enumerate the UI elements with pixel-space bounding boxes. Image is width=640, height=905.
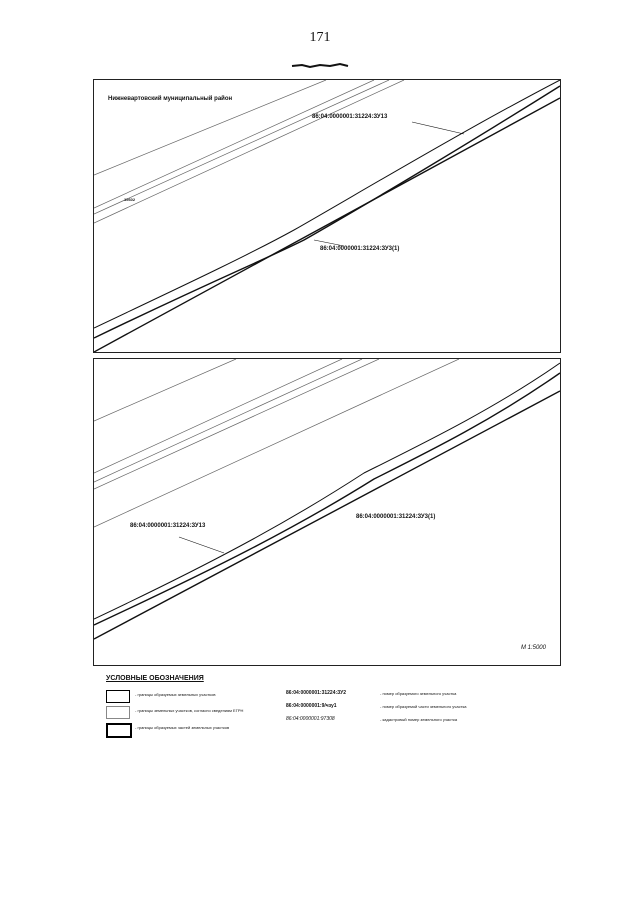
map-top-drawing <box>94 80 560 352</box>
legend-item-parcels <box>106 690 286 702</box>
map-bottom-drawing <box>94 359 560 665</box>
legend-swatch-black <box>106 690 130 703</box>
cadastral-number-label: 15602 <box>124 197 136 202</box>
map-top <box>93 79 561 353</box>
legend-swatch-gray <box>106 706 130 719</box>
legend-code-cadastral: 86:04:0000001:97308 <box>286 716 335 722</box>
district-label: Нижневартовский муниципальный район <box>108 96 233 102</box>
legend-text: - границы образуемых частей земельных участков <box>135 725 230 730</box>
scale-label: М 1:5000 <box>520 645 546 651</box>
legend-text: - границы образуемых земельных участков <box>135 692 216 697</box>
page-number: 171 <box>309 30 331 45</box>
legend-swatch-thick <box>106 723 132 738</box>
parcel-label-zu3-part: 86:04:0000001:31224:ЗУ3(1) <box>320 246 400 252</box>
legend-text: - границы земельных участков, согласно сведениям ЕГРН <box>135 708 244 713</box>
parcel-label-zu13: 86:04:0000001:31224:ЗУ13 <box>130 523 206 529</box>
legend-item-parts <box>106 723 286 735</box>
legend-desc-parcel: - номер образуемого земельного участка <box>380 691 457 696</box>
legend-desc-cadastral: - кадастровый номер земельного участка <box>380 717 458 722</box>
map-bottom <box>93 358 561 666</box>
legend-title: УСЛОВНЫЕ ОБОЗНАЧЕНИЯ <box>106 675 204 682</box>
legend-code-part: 86:04:0000001:9/чзу1 <box>286 703 337 709</box>
parcel-label-zu3-part: 86:04:0000001:31224:ЗУ3(1) <box>356 514 436 520</box>
legend-code-parcel: 86:04:0000001:31224:ЗУ2 <box>286 690 346 696</box>
parcel-label-zu13: 86:04:0000001:31224:ЗУ13 <box>312 114 388 120</box>
legend-desc-part: - номер образуемой части земельного участка <box>380 704 467 709</box>
legend-item-egrn <box>106 706 286 718</box>
stamp-scribble <box>290 60 350 70</box>
